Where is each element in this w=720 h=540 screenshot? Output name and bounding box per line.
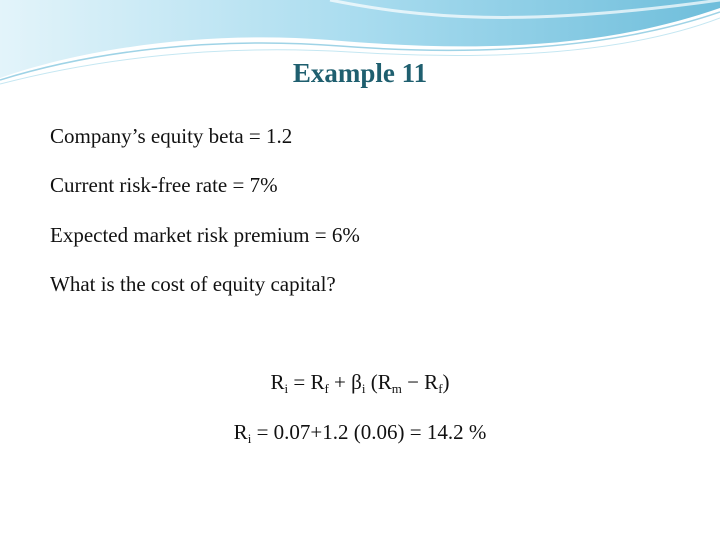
bullet-question: What is the cost of equity capital? bbox=[50, 272, 336, 296]
formula-text: (R bbox=[365, 370, 392, 394]
formula-subscript: f bbox=[438, 381, 443, 396]
formula-subscript: i bbox=[247, 431, 252, 446]
formula-subscript: m bbox=[391, 381, 402, 396]
formula-text: = 0.07+1.2 (0.06) = 14.2 % bbox=[251, 420, 487, 444]
formula-subscript: i bbox=[361, 381, 366, 396]
bullet-equity-beta: Company’s equity beta = 1.2 bbox=[50, 124, 293, 148]
formula-symbol: R bbox=[233, 420, 248, 444]
slide-title: Example 11 bbox=[292, 58, 428, 88]
formula-text: + bbox=[328, 370, 352, 394]
bullet-market-risk-premium: Expected market risk premium = 6% bbox=[50, 223, 360, 247]
capm-formula bbox=[0, 370, 720, 395]
capm-calculation bbox=[0, 420, 720, 445]
formula-symbol: R bbox=[310, 370, 325, 394]
formula-text: ) bbox=[442, 370, 450, 394]
formula-text: − R bbox=[401, 370, 439, 394]
formula-symbol: R bbox=[270, 370, 285, 394]
bullet-risk-free-rate: Current risk-free rate = 7% bbox=[50, 173, 278, 197]
formula-subscript: f bbox=[324, 381, 329, 396]
formula-subscript: i bbox=[284, 381, 289, 396]
formula-symbol: β bbox=[351, 370, 362, 394]
formula-text: = bbox=[288, 370, 311, 394]
